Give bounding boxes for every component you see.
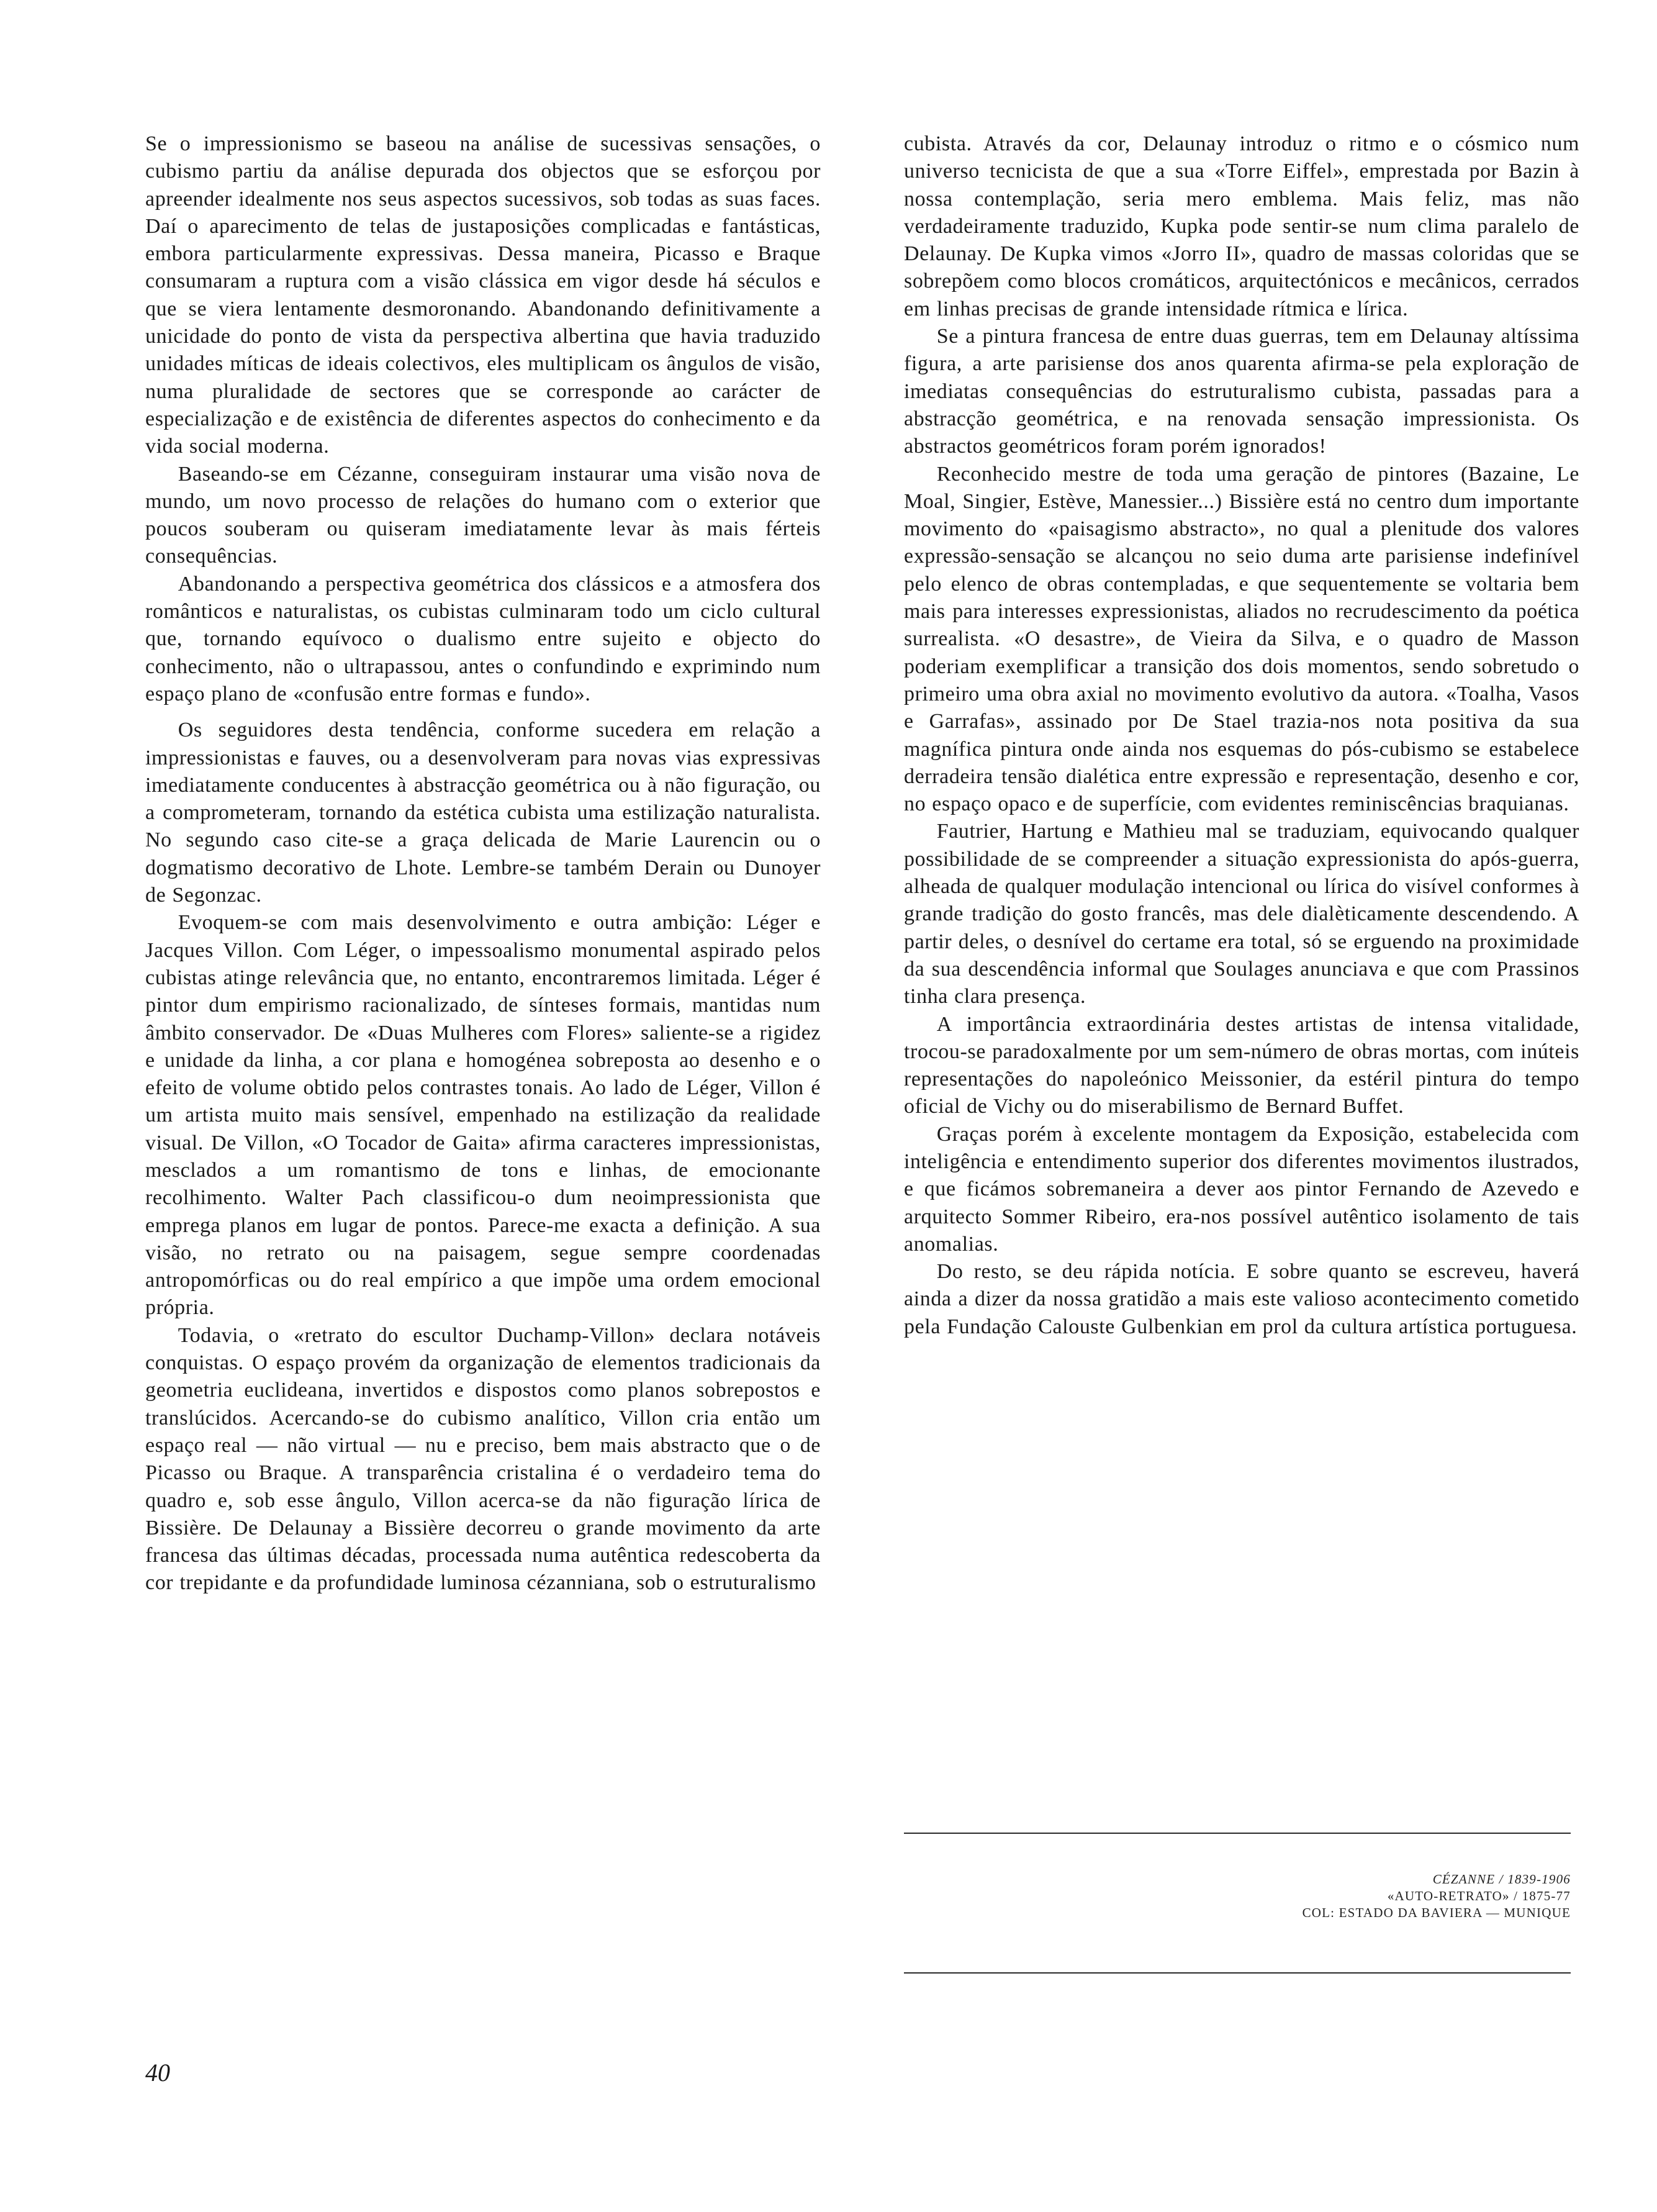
paragraph: Os seguidores desta tendência, conforme sucedera em relação a impressionistas e fauves, ou a desenvolveram para novas vias expressivas imediatamente conducentes à abstracção geométrica ou à não figuração, ou a comprometeram, tornando da estética cubista uma estilização naturalista. No segundo caso cite-se a graça delicada de Marie Laurencin ou o dogmatismo decorativo de Lhote. Lembre-se também Derain ou Dunoyer de Segonzac.: [145, 718, 821, 907]
paragraph: Se a pintura francesa de entre duas guerras, tem em Delaunay altíssima figura, a arte parisiense dos anos quarenta afirma-se pela exploração de imediatas consequências do estruturalismo cubista, passadas para a abstracção geométrica, e na renovada sensação impressionista. Os abstractos geométricos foram porém ignorados!: [904, 325, 1579, 458]
paragraph: Abandonando a perspectiva geométrica dos clássicos e a atmosfera dos românticos e naturalistas, os cubistas culminaram todo um ciclo cultural que, tornando equívoco o dualismo entre sujeito e objecto do conhecimento, não o ultrapassou, antes o confundindo e exprimindo num espaço plano de «confusão entre formas e fundo».: [145, 572, 821, 705]
paragraph: Fautrier, Hartung e Mathieu mal se traduziam, equivocando qualquer possibilidade de se compreender a situação expressionista do após-guerra, alheada de qualquer modulação intencional ou lírica do visível conformes à grande tradição do gosto francês, mas dele dialèticamente descendendo. A partir deles, o desnível do certame era total, só se erguendo na proximidade da sua descendência informal que Soulages anunciava e que com Prassinos tinha clara presença.: [904, 820, 1579, 1009]
paragraph: cubista. Através da cor, Delaunay introduz o ritmo e o cósmico num universo tecnicista de que a sua «Torre Eiffel», emprestada por Bazin à nossa contemplação, seria mero emblema. Mais feliz, mas não verdadeiramente traduzido, Kupka pode sentir-se num clima paralelo de Delaunay. De Kupka vimos «Jorro II», quadro de massas coloridas que se sobrepõem como blocos cromáticos, arquitectónicos e mecânicos, cerrados em linhas precisas de grande intensidade rítmica e lírica.: [904, 132, 1579, 320]
paragraph: Do resto, se deu rápida notícia. E sobre quanto se escreveu, haverá ainda a dizer da nossa gratidão a mais este valioso acontecimento cometido pela Fundação Calouste Gulbenkian em prol da cultura artística portuguesa.: [904, 1260, 1579, 1338]
paragraph: Todavia, o «retrato do escultor Duchamp-Villon» declara notáveis conquistas. O espaço provém da organização de elementos tradicionais da geometria euclideana, invertidos e dispostos como planos sobrepostos e translúcidos. Acercando-se do cubismo analítico, Villon cria então um espaço real — não virtual — nu e preciso, bem mais abstracto que o de Picasso ou Braque. A transparência cristalina é o verdadeiro tema do quadro e, sob esse ângulo, Villon acerca-se da não figuração lírica de Bissière. De Delaunay a Bissière decorreu o grande movimento da arte francesa das últimas décadas, processada numa autêntica redescoberta da cor trepidante e da profundidade luminosa cézanniana, sob o estruturalismo: [145, 1323, 821, 1595]
paragraph: A importância extraordinária destes artistas de intensa vitalidade, trocou-se paradoxalmente por um sem-número de obras mortas, com inúteis representações do napoleónico Meissonier, da estéril pintura do tempo oficial de Vichy ou do miserabilismo de Bernard Buffet.: [904, 1012, 1579, 1118]
paragraph: Baseando-se em Cézanne, conseguiram instaurar uma visão nova de mundo, um novo processo de relações do humano com o exterior que poucos souberam ou quiseram imediatamente levar às mais férteis consequências.: [145, 462, 821, 568]
paragraph: Evoquem-se com mais desenvolvimento e outra ambição: Léger e Jacques Villon. Com Léger, o impessoalismo monumental aspirado pelos cubistas atinge relevância que, no entanto, encontraremos limitada. Léger é pintor dum empirismo racionalizado, de sínteses formais, mantidas num âmbito conservador. De «Duas Mulheres com Flores» saliente-se a rigidez e unidade da linha, a cor plana e homogénea sobreposta ao desenho e o efeito de volume obtido pelos contrastes tonais. Ao lado de Léger, Villon é um artista muito mais sensível, empenhado na estilização da realidade visual. De Villon, «O Tocador de Gaita» afirma caracteres impressionistas, mesclados a um romantismo de tons e linhas, de emocionante recolhimento. Walter Pach classificou-o dum neoimpressionista que emprega planos em lugar de pontos. Parece-me exacta a definição. A sua visão, no retrato ou na paisagem, segue sempre coordenadas antropomórficas ou do real empírico a que impõe uma ordem emocional própria.: [145, 911, 821, 1320]
page-number: 40: [145, 2059, 170, 2087]
paragraph: Se o impressionismo se baseou na análise de sucessivas sensações, o cubismo partiu da análise depurada dos objectos que se esforçou por apreender idealmente nos seus aspectos sucessivos, sob todas as suas faces. Daí o aparecimento de telas de justaposições complicadas e fantásticas, embora particularmente expressivas. Dessa maneira, Picasso e Braque consumaram a ruptura com a visão clássica em vigor desde há séculos e que se viera lentamente desmoronando. Abandonando definitivamente a unicidade do ponto de vista da perspectiva albertina que havia traduzido unidades míticas de ideais colectivos, eles multiplicam os ângulos de visão, numa pluralidade de sectores que se corresponde ao carácter de especialização e de existência de diferentes aspectos do conhecimento e da vida social moderna.: [145, 132, 821, 458]
caption-top-rule: [904, 1833, 1571, 1834]
paragraph: Reconhecido mestre de toda uma geração de pintores (Bazaine, Le Moal, Singier, Estève, Manessier...) Bissière está no centro dum importante movimento do «paisagismo abstracto», no qual a plenitude dos valores expressão-sensação se alcançou no seio duma arte parisiense indefinível pelo elenco de obras contempladas, e que sequentemente se voltaria bem mais para interesses expressionistas, aliados no recrudescimento da poética surrealista. «O desastre», de Vieira da Silva, e o quadro de Masson poderiam exemplificar a transição dos dois momentos, sendo sobretudo o primeiro uma obra axial no movimento evolutivo da autora. «Toalha, Vasos e Garrafas», assinado por De Stael trazia-nos nota positiva da sua magnífica pintura onde ainda nos esquemas do pós-cubismo se estabelece derradeira tensão dialética entre expressão e representação, desenho e cor, no espaço opaco e de superfície, com evidentes reminiscências braquianas.: [904, 462, 1579, 816]
image-caption: [1303, 1871, 1571, 1921]
caption-title: «AUTO-RETRATO» / 1875-77: [1387, 1888, 1571, 1903]
right-column: [904, 130, 1579, 1341]
caption-bottom-rule: [904, 1972, 1571, 1974]
paragraph: Graças porém à excelente montagem da Exposição, estabelecida com inteligência e entendimento superior dos diferentes movimentos ilustrados, e que ficámos sobremaneira a dever aos pintor Fernando de Azevedo e arquitecto Sommer Ribeiro, era-nos possível autêntico isolamento de tais anomalias.: [904, 1122, 1579, 1256]
caption-collection: COL: ESTADO DA BAVIERA — MUNIQUE: [1302, 1905, 1571, 1920]
left-column: [145, 130, 821, 1597]
caption-artist: CÉZANNE / 1839-1906: [1432, 1872, 1571, 1887]
